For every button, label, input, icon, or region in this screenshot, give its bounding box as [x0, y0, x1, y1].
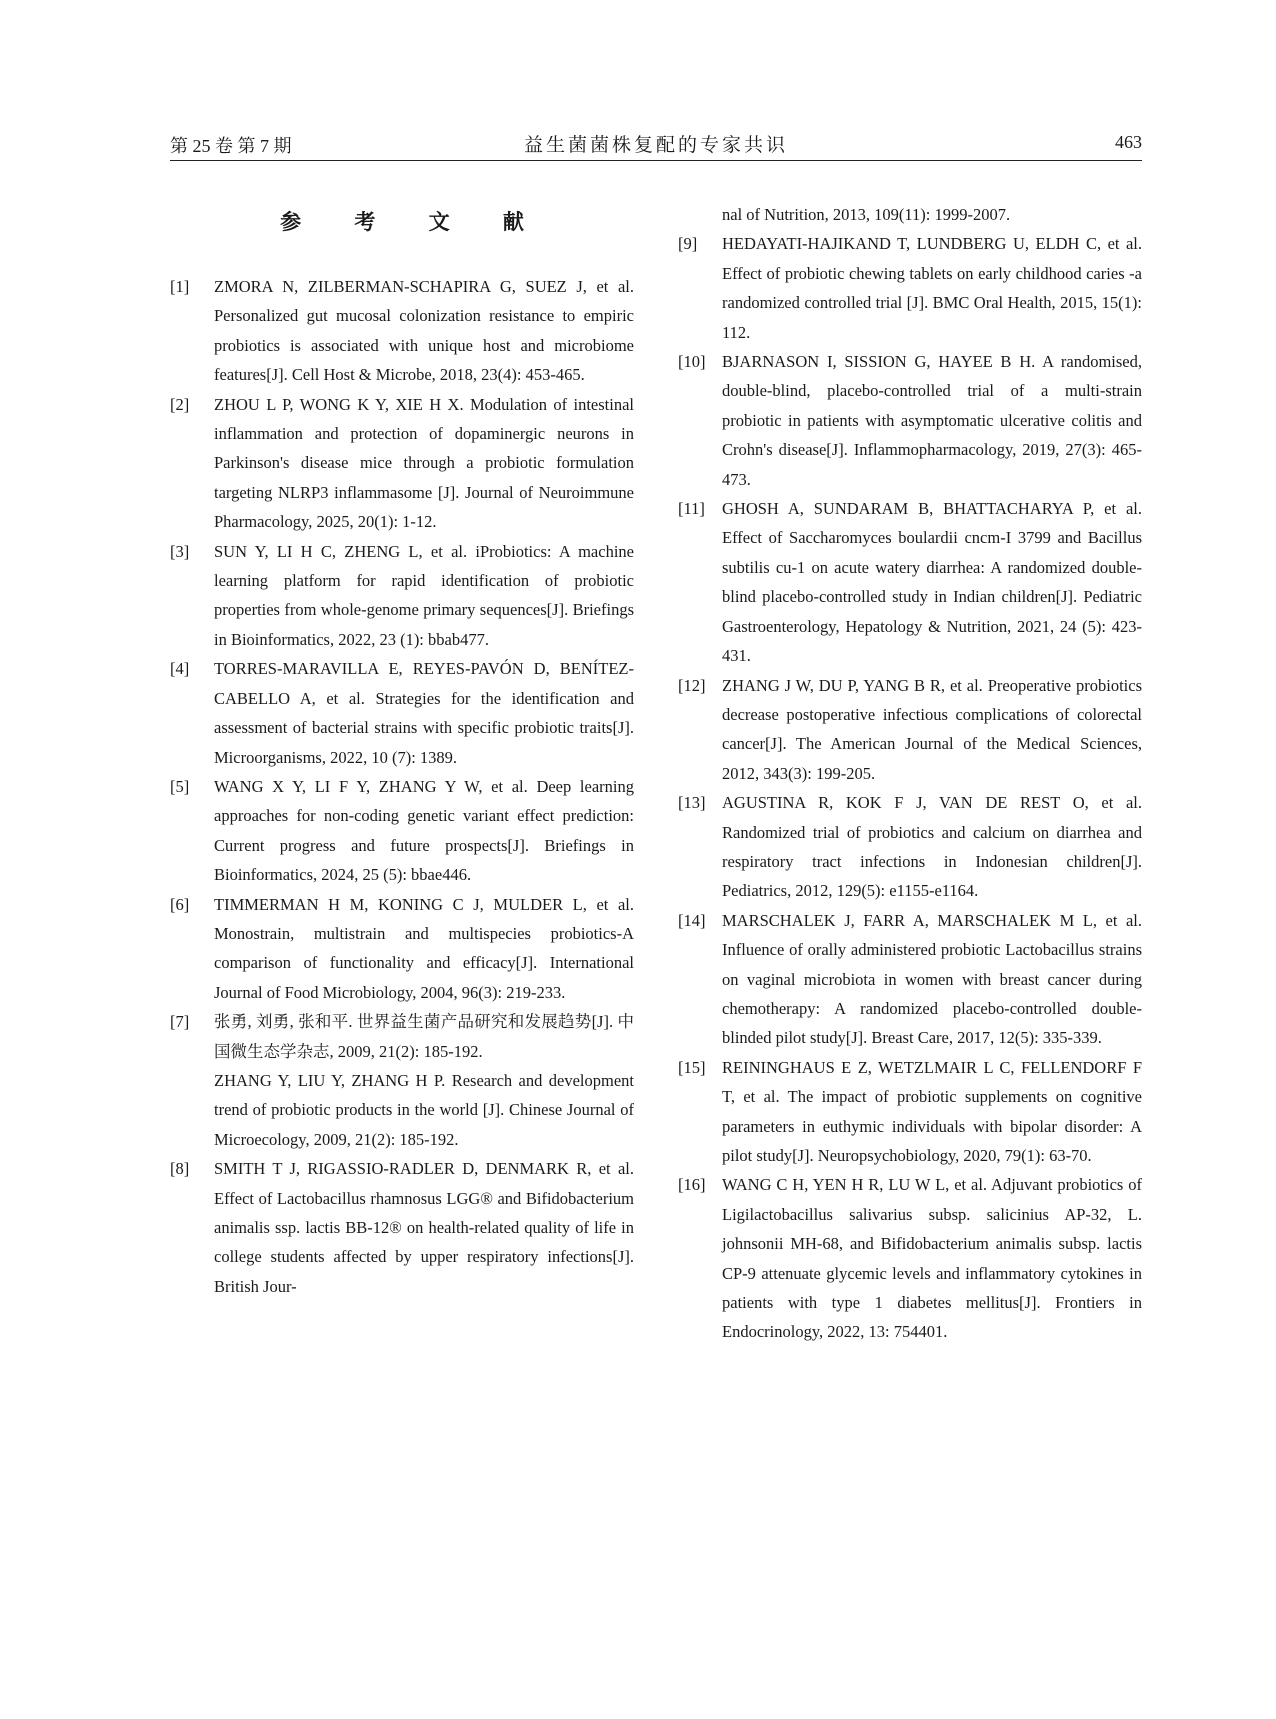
reference-text: SMITH T J, RIGASSIO-RADLER D, DENMARK R, et al. Effect of Lactobacillus rhamnosus LGG® and Bifidobacterium animalis ssp. lactis BB-12® on health-related quality of life in college students affected by upper respiratory infections[J]. British Jour- — [214, 1159, 634, 1296]
running-header — [170, 128, 1142, 161]
reference-text: ZHOU L P, WONG K Y, XIE H X. Modulation of intestinal inflammation and protection of dopaminergic neurons in Parkinson's disease mice through a probiotic formulation targeting NLRP3 inflammasome [J]. Journal of Neuroimmune Pharmacology, 2025, 20(1): 1-12. — [214, 394, 634, 532]
reference-item — [170, 772, 634, 890]
left-column — [170, 200, 634, 1301]
reference-text: WANG C H, YEN H R, LU W L, et al. Adjuvant probiotics of Ligilactobacillus salivarius subsp. salicinius AP-32, L. johnsonii MH-68, and Bifidobacterium animalis subsp. lactis CP-9 attenuate glycemic levels and inflammatory cytokines in patients with type 1 diabetes mellitus[J]. Frontiers in Endocrinology, 2022, 13: 754401. — [722, 1175, 1142, 1342]
reference-item — [170, 537, 634, 655]
reference-item — [678, 200, 1142, 229]
reference-number: [7] — [170, 1012, 190, 1032]
reference-list-right — [678, 200, 1142, 1347]
volume-issue: 第 25 卷 第 7 期 — [170, 136, 292, 156]
reference-item — [678, 671, 1142, 789]
page-number: 463 — [1115, 132, 1142, 152]
reference-number: [6] — [170, 894, 190, 914]
reference-item — [678, 906, 1142, 1053]
reference-item — [170, 272, 634, 390]
reference-number: [2] — [170, 394, 190, 414]
reference-number: [8] — [170, 1159, 190, 1179]
reference-number: [14] — [678, 910, 706, 930]
reference-item — [170, 1066, 634, 1154]
reference-item — [170, 890, 634, 1008]
running-title: 益生菌菌株复配的专家共识 — [523, 135, 788, 156]
reference-number: [12] — [678, 675, 706, 695]
reference-item — [678, 347, 1142, 494]
references-heading: 参 考 文 献 — [280, 210, 548, 234]
reference-text: WANG X Y, LI F Y, ZHANG Y W, et al. Deep learning approaches for non-coding genetic variant effect prediction: Current progress and future prospects[J]. Briefings in Bioinformatics, 2024, 25 (5): bbae446. — [214, 776, 634, 885]
reference-text: MARSCHALEK J, FARR A, MARSCHALEK M L, et al. Influence of orally administered probiotic Lactobacillus strains on vaginal microbiota in women with breast cancer during chemotherapy: A randomized placebo-controlled double-blinded pilot study[J]. Breast Care, 2017, 12(5): 335-339. — [722, 910, 1142, 1048]
reference-number: [5] — [170, 776, 190, 796]
reference-text: SUN Y, LI H C, ZHENG L, et al. iProbiotics: A machine learning platform for rapid identification of probiotic properties from whole-genome primary sequences[J]. Briefings in Bioinformatics, 2022, 23 (1): bbab477. — [214, 541, 634, 649]
right-column — [678, 200, 1142, 1347]
reference-number: [4] — [170, 659, 190, 679]
reference-list-left — [170, 272, 634, 1301]
reference-number: [1] — [170, 277, 190, 296]
reference-item — [678, 1170, 1142, 1346]
reference-text: HEDAYATI-HAJIKAND T, LUNDBERG U, ELDH C, et al. Effect of probiotic chewing tablets on early childhood caries -a randomized controlled trial [J]. BMC Oral Health, 2015, 15(1): 112. — [722, 234, 1142, 342]
reference-text: GHOSH A, SUNDARAM B, BHATTACHARYA P, et al. Effect of Saccharomyces boulardii cncm-I 3799 and Bacillus subtilis cu-1 on acute watery diarrhea: A randomized double-blind placebo-controlled study in Indian children[J]. Pediatric Gastroenterology, Hepatology & Nutrition, 2021, 24 (5): 423-431. — [722, 499, 1142, 666]
reference-text: 张勇, 刘勇, 张和平. 世界益生菌产品研究和发展趋势[J]. 中国微生态学杂志, 2009, 21(2): 185-192. — [214, 1012, 634, 1061]
reference-item — [170, 1007, 634, 1066]
reference-number: [15] — [678, 1057, 706, 1077]
reference-text: BJARNASON I, SISSION G, HAYEE B H. A randomised, double-blind, placebo-controlled trial of a multi-strain probiotic in patients with asymptomatic ulcerative colitis and Crohn's disease[J]. Inflammopharmacology, 2019, 27(3): 465-473. — [722, 352, 1142, 489]
reference-item — [170, 390, 634, 537]
reference-item — [170, 654, 634, 772]
reference-number: [11] — [678, 499, 705, 519]
reference-number: [13] — [678, 793, 706, 813]
reference-text: nal of Nutrition, 2013, 109(11): 1999-2007. — [722, 205, 1011, 224]
reference-text: TORRES-MARAVILLA E, REYES-PAVÓN D, BENÍTEZ-CABELLO A, et al. Strategies for the identification and assessment of bacterial strains with specific probiotic traits[J]. Microorganisms, 2022, 10 (7): 1389. — [214, 659, 634, 767]
reference-text: TIMMERMAN H M, KONING C J, MULDER L, et al. Monostrain, multistrain and multispecies probiotics-A comparison of functionality and efficacy[J]. International Journal of Food Microbiology, 2004, 96(3): 219-233. — [214, 894, 634, 1002]
reference-text: REININGHAUS E Z, WETZLMAIR L C, FELLENDORF F T, et al. The impact of probiotic supplements on cognitive parameters in euthymic individuals with bipolar disorder: A pilot study[J]. Neuropsychobiology, 2020, 79(1): 63-70. — [722, 1057, 1142, 1165]
reference-text: AGUSTINA R, KOK F J, VAN DE REST O, et al. Randomized trial of probiotics and calcium on diarrhea and respiratory tract infections in Indonesian children[J]. Pediatrics, 2012, 129(5): e1155-e1164. — [722, 793, 1142, 901]
reference-number: [16] — [678, 1175, 706, 1195]
reference-text: ZHANG Y, LIU Y, ZHANG H P. Research and development trend of probiotic products in the world [J]. Chinese Journal of Microecology, 2009, 21(2): 185-192. — [214, 1070, 634, 1149]
reference-item — [170, 1154, 634, 1301]
reference-item — [678, 788, 1142, 906]
reference-number: [9] — [678, 234, 698, 254]
reference-text: ZMORA N, ZILBERMAN-SCHAPIRA G, SUEZ J, et al. Personalized gut mucosal colonization resistance to empiric probiotics is associated with unique host and microbiome features[J]. Cell Host & Microbe, 2018, 23(4): 453-465. — [214, 277, 634, 385]
reference-number: [3] — [170, 541, 190, 561]
reference-number: [10] — [678, 352, 706, 372]
reference-text: ZHANG J W, DU P, YANG B R, et al. Preoperative probiotics decrease postoperative infectious complications of colorectal cancer[J]. The American Journal of the Medical Sciences, 2012, 343(3): 199-205. — [722, 675, 1142, 783]
reference-item — [678, 1053, 1142, 1171]
reference-item — [678, 494, 1142, 670]
reference-item — [678, 229, 1142, 347]
